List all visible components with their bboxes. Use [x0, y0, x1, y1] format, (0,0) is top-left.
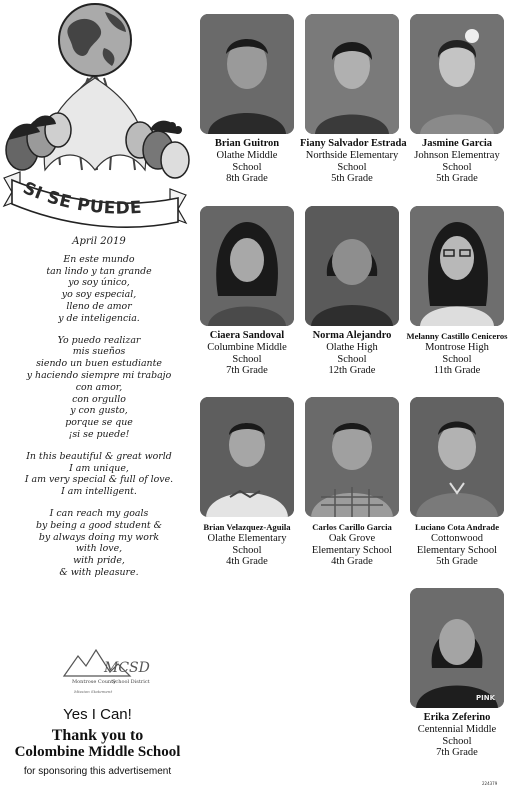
student-school: Columbine Middle [207, 342, 287, 353]
student-school: Oak Grove [328, 533, 376, 544]
student-grade: 7th Grade [226, 365, 268, 376]
student-name: Luciano Cota Andrade [414, 522, 500, 532]
poem-line: ¡si se puede! [68, 428, 130, 440]
poem-line: porque se que [65, 417, 133, 429]
yes-i-can-heading: Yes I Can! [63, 706, 132, 723]
student-photo [305, 14, 399, 134]
poem-line: by always doing my work [38, 531, 160, 543]
poem-line: tan lindo y tan grande [46, 265, 152, 277]
student-photo [200, 206, 294, 326]
student-grade: 12th Grade [328, 365, 376, 376]
student-school: Northside Elementary [305, 150, 399, 161]
school-district-logo [60, 646, 155, 698]
footer [0, 706, 195, 777]
student-school: School [232, 161, 262, 173]
student-grade: 11th Grade [433, 365, 481, 376]
student-photo [410, 206, 504, 326]
poem-stanza [10, 335, 188, 441]
student-card [405, 14, 509, 185]
student-school: School [442, 161, 472, 173]
thanks-heading: Thank you to [51, 727, 144, 744]
student-school: Johnson Elementray [414, 150, 500, 161]
student-school: School [232, 544, 262, 556]
student-card [405, 588, 509, 759]
student-photo [410, 397, 504, 517]
student-photo [200, 397, 294, 517]
student-name: Fiany Salvador Estrada [300, 138, 407, 149]
student-name: Brian Guitron [214, 138, 280, 149]
student-school: Montrose High [425, 342, 489, 353]
student-school: School [337, 161, 367, 173]
student-grade: 4th Grade [226, 556, 268, 567]
poem-line: & with pleasure. [59, 566, 139, 578]
student-school: School [232, 353, 262, 365]
si-se-puede-logo [0, 0, 190, 235]
poem-line: with love, [75, 543, 123, 555]
poem-line: y de inteligencia. [58, 312, 140, 324]
student-grade: 8th Grade [226, 173, 268, 184]
student-card [300, 14, 407, 185]
banner-text: SI SE PUEDE [19, 178, 143, 219]
poem-line: by being a good student & [36, 519, 162, 531]
poem-line: I can reach my goals [49, 507, 149, 519]
student-school: Olathe High [326, 342, 378, 353]
poem-line: yo soy especial, [61, 289, 137, 301]
student-name: Brian Velazquez-Aguila [203, 522, 291, 532]
poem-line: siendo un buen estudiante [36, 358, 162, 370]
poem-line: I am intelligent. [61, 486, 137, 498]
district-name-line1: Montrose County [72, 679, 116, 685]
student-card [195, 397, 299, 568]
student-school: Cottonwood [431, 533, 483, 544]
student-card [405, 206, 509, 377]
sponsor-text: for sponsoring this advertisement [23, 766, 172, 777]
poem-line: I am unique, [69, 462, 129, 474]
poem-line: mis sueños [72, 346, 126, 358]
student-photo [305, 397, 399, 517]
student-name: Melanny Castillo Ceniceros [406, 331, 508, 341]
student-school: School [442, 353, 472, 365]
student-photo [410, 14, 504, 134]
poem-line: Yo puedo realizar [57, 334, 141, 346]
student-card [195, 14, 299, 185]
logo-illustration [0, 0, 190, 235]
student-grade: 5th Grade [436, 556, 478, 567]
district-abbr: MCSD [104, 660, 150, 676]
student-school: School [442, 735, 472, 747]
student-photo [200, 14, 294, 134]
poem-stanza [10, 451, 188, 498]
student-grade: 4th Grade [331, 556, 373, 567]
student-grade: 7th Grade [436, 747, 478, 758]
student-card [405, 397, 509, 568]
student-grade: 5th Grade [436, 173, 478, 184]
student-school: Centennial Middle [417, 724, 497, 735]
poem-line: y haciendo siempre mi trabajo [26, 369, 172, 381]
poem-date: April 2019 [72, 236, 126, 247]
poem-stanza [10, 508, 188, 579]
poem-line: con orgullo [72, 393, 126, 405]
student-school: Olathe Elementary [207, 533, 287, 544]
student-school: School [337, 353, 367, 365]
student-card [195, 206, 299, 377]
shirt-text: PINK [476, 694, 496, 702]
student-name: Carlos Carillo Garcia [312, 522, 392, 532]
student-photo [410, 588, 504, 708]
mountain-logo-icon [60, 646, 155, 698]
student-school: Elementary School [416, 544, 498, 556]
district-name-line2: School District [112, 679, 150, 685]
poem-line: with pride, [73, 555, 125, 567]
district-tagline: Mission Statement [74, 689, 113, 694]
student-name: Erika Zeferino [423, 712, 491, 723]
poem-line: con amor, [75, 381, 123, 393]
poem-line: In this beautiful & great world [26, 450, 172, 462]
poem [10, 236, 188, 589]
poem-line: y con gusto, [70, 405, 128, 417]
student-name: Norma Alejandro [312, 330, 392, 341]
sponsor-school: Colombine Middle School [14, 744, 181, 760]
ad-code: 224379 [482, 781, 498, 786]
student-card [300, 206, 404, 377]
student-card [300, 397, 404, 568]
poem-line: lleno de amor [66, 300, 132, 312]
poem-stanza [10, 254, 188, 325]
poem-line: I am very special & full of love. [24, 474, 174, 486]
student-name: Ciaera Sandoval [209, 330, 285, 341]
student-grade: 5th Grade [331, 173, 373, 184]
poem-line: yo soy único, [68, 277, 130, 289]
student-school: Elementary School [311, 544, 393, 556]
poem-line: En este mundo [63, 253, 135, 265]
student-school: Olathe Middle [216, 150, 278, 161]
student-name: Jasmine Garcia [421, 138, 493, 149]
student-photo [305, 206, 399, 326]
